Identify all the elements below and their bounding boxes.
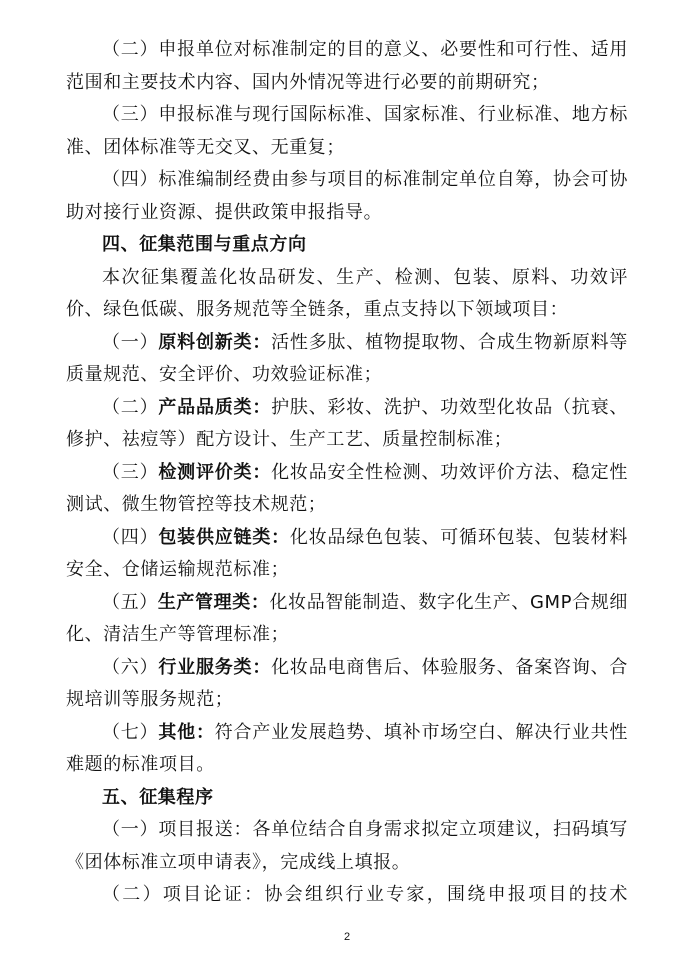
scope-item-raw-materials: [66, 327, 628, 392]
scope-item-keyword: 生产管理类：: [157, 591, 270, 613]
paragraph-requirement-2: （二）申报单位对标准制定的目的意义、必要性和可行性、适用范围和主要技术内容、国内外情况等进行必要的前期研究；: [66, 39, 628, 93]
scope-item-keyword: 行业服务类：: [158, 656, 272, 678]
paragraph-requirement-4: （四）标准编制经费由参与项目的标准制定单位自筹，协会可协助对接行业资源、提供政策申报指导。: [66, 169, 628, 223]
scope-item-prefix: （六）: [102, 656, 159, 678]
scope-item-prefix: （三）: [102, 461, 159, 483]
scope-item-text: 护肤、彩妆、洗护、功效型化妆品（抗衰、修护、祛痘等）配方设计、生产工艺、质量控制标准；: [66, 396, 628, 450]
paragraph-requirement-3: （三）申报标准与现行国际标准、国家标准、行业标准、地方标准、团体标准等无交叉、无重复；: [66, 104, 628, 158]
scope-item-production-management: [66, 587, 628, 652]
scope-item-industry-services: [66, 652, 628, 717]
scope-item-prefix: （一）: [102, 331, 159, 353]
procedure-item-review: （二）项目论证：协会组织行业专家，围绕申报项目的技术: [102, 884, 628, 905]
scope-item-prefix: （四）: [102, 526, 159, 548]
scope-item-text: 化妆品电商售后、体验服务、备案咨询、合规培训等服务规范；: [66, 656, 628, 710]
scope-item-text: 活性多肽、植物提取物、合成生物新原料等质量规范、安全评价、功效验证标准；: [66, 331, 628, 385]
scope-item-text: 化妆品绿色包装、可循环包装、包装材料安全、仓储运输规范标准；: [66, 526, 628, 580]
procedure-item-submission: （一）项目报送：各单位结合自身需求拟定立项建议，扫码填写《团体标准立项申请表》，完成线上填报。: [66, 819, 628, 873]
scope-item-packaging: [66, 522, 628, 587]
scope-item-prefix: （二）: [102, 396, 159, 418]
scope-item-product-quality: [66, 392, 628, 457]
page-content: [66, 34, 628, 912]
scope-item-prefix: （五）: [102, 591, 158, 613]
scope-item-text: 化妆品安全性检测、功效评价方法、稳定性测试、微生物管控等技术规范；: [66, 461, 628, 515]
scope-item-keyword: 产品品质类：: [158, 396, 272, 418]
scope-item-testing: [66, 457, 628, 522]
scope-item-keyword: 包装供应链类：: [158, 526, 290, 548]
scope-item-keyword: 检测评价类：: [158, 461, 272, 483]
section-4-heading: 四、征集范围与重点方向: [102, 234, 307, 255]
scope-item-keyword: 原料创新类：: [158, 331, 272, 353]
section-5-heading: 五、征集程序: [102, 786, 214, 808]
section-4-intro: 本次征集覆盖化妆品研发、生产、检测、包装、原料、功效评价、绿色低碳、服务规范等全链条，重点支持以下领域项目：: [66, 266, 628, 320]
scope-item-prefix: （七）: [102, 721, 159, 743]
scope-item-other: [66, 717, 628, 782]
scope-item-keyword: 其他：: [158, 721, 215, 743]
scope-item-text: 符合产业发展趋势、填补市场空白、解决行业共性难题的标准项目。: [66, 721, 628, 775]
page-number: 2: [343, 931, 351, 943]
scope-item-text: 化妆品智能制造、数字化生产、GMP合规细化、清洁生产等管理标准；: [66, 591, 628, 645]
